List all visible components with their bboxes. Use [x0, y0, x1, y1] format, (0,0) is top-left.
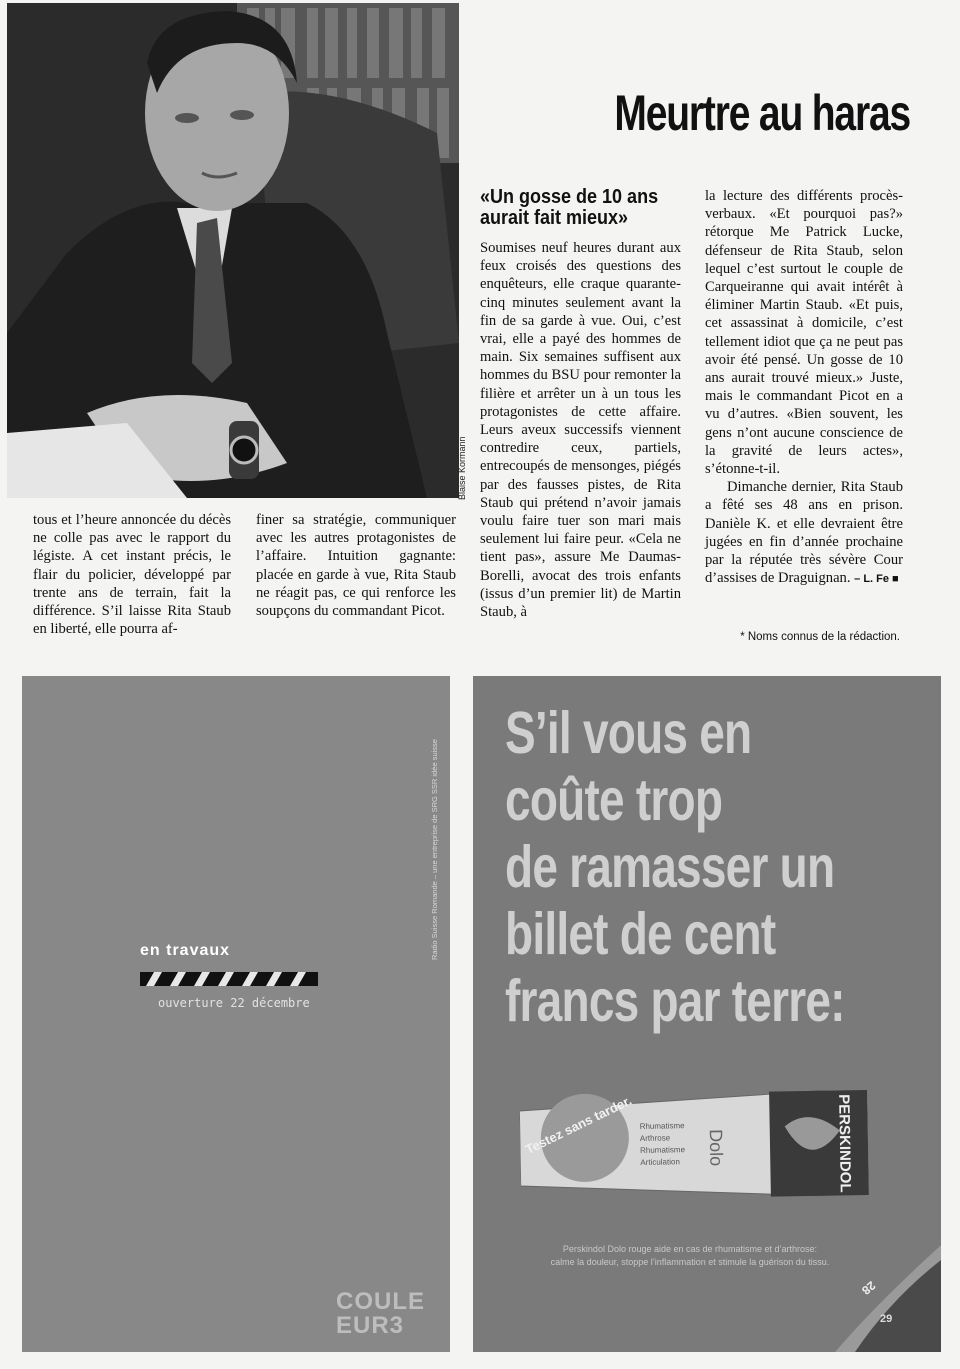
advert-footer — [490, 1243, 890, 1269]
product-tube — [519, 1085, 869, 1206]
tube-label: Arthrose — [639, 1133, 671, 1143]
advert-headline — [505, 700, 845, 1035]
photo-credit: Blaise Kormann — [457, 436, 467, 500]
logo-line: EUR3 — [336, 1312, 405, 1339]
tube-label: Articulation — [640, 1157, 680, 1167]
paragraph: Soumises neuf heures durant aux feux croisés des questions des enquêteurs, elle craque quarante-cinq minutes seulement avant la fin de sa garde à vue. Oui, c’est vrai, elle a payé des hommes de main. Six semaines suffisent aux hommes du BSU pour remonter la filière et arrêter un à un tous les protagonistes de cette affaire. Leurs aveux successifs viennent contredire ceux, partiels, entrecoupés de mensonges, piégés par des fausses pistes, de Rita Staub qui prétend n’avoir jamais voulu faire tuer son mari mais seulement lui faire peur. «Cela ne tient pas», assure Me Daumas-Borelli, avocat des trois enfants (issus d’un premier lit) de Martin Staub, à — [480, 240, 681, 621]
footer-line: Perskindol Dolo rouge aide en cas de rhumatisme et d’arthrose: — [562, 1244, 818, 1254]
advert-opening-date: ouverture 22 décembre — [158, 996, 310, 1010]
advert-side-text: Radio Suisse Romande – une entreprise de SRG SSR idée suisse — [430, 739, 439, 960]
product-name: Dolo — [705, 1128, 727, 1167]
article-column-bottom-left — [33, 511, 231, 638]
article-subhead: «Un gosse de 10 ans aurait fait mieux» — [480, 186, 659, 229]
tube-label: Rhumatisme — [639, 1145, 686, 1155]
paragraph: finer sa stratégie, communiquer avec les autres protagonistes de l’affaire. Intuition gagnante: placée en garde à vue, Rita Staub ne réagit pas, ce qui renforce les soupçons du commandant Picot. — [256, 512, 456, 620]
author-signature: – L. Fe ■ — [854, 573, 899, 586]
advert-tagline: en travaux — [140, 942, 231, 959]
article-column-bottom-middle — [256, 511, 456, 620]
headline-line: francs par terre: — [505, 968, 845, 1034]
headline-line: S’il vous en — [505, 700, 752, 766]
sticker-text: Testez sans tarder. — [523, 1092, 634, 1158]
paragraph-text: Dimanche dernier, Rita Staub a fêté ses 48 ans en prison. Danièle K. et elle devraient être jugées en fin d’année prochaine par la réputée très sévère Cour d’assises de Draguignan. — [705, 479, 903, 587]
paragraph: la lecture des différents procès-verbaux. «Et pourquoi pas?» rétorque Me Patrick Lucke, défenseur de Rita Staub, selon lequel c’est surtout le couple de Carqueiranne qui avait intérêt à éliminer Martin Staub. «Et puis, cet assassinat à domicile, c’est tellement idiot que ça ne peut pas avoir été pensé. Un gosse de 10 ans aurait trouvé mieux.» Juste, mais le commandant Picot en a vu d’autres. «Bien souvent, les gens n’ont aucune conscience de la gravité de leurs actes», s’étonne-t-il. — [705, 188, 903, 478]
headline-line: billet de cent — [505, 901, 776, 967]
paragraph — [705, 478, 903, 588]
page-curl-graphic — [835, 1245, 941, 1352]
tube-label: Rhumatisme — [639, 1121, 685, 1131]
page-number-left: 28 — [859, 1278, 879, 1298]
footer-line: calme la douleur, stoppe l’inflammation et stimule la guérison du tissu. — [550, 1257, 830, 1267]
article-column-middle — [480, 239, 681, 621]
article-column-right — [705, 187, 903, 588]
footnote: * Noms connus de la rédaction. — [740, 631, 900, 643]
brand-name: PERSKINDOL — [835, 1094, 854, 1193]
paragraph: tous et l’heure annoncée du décès ne colle pas avec le rapport du légiste. A cet instant précis, le flair du policier, développé par trente ans de terrain, fait la différence. S’il laisse Rita Staub en liberté, elle pourra af- — [33, 512, 231, 638]
logo-line: COULE — [336, 1288, 425, 1315]
man-at-desk-illustration — [7, 3, 459, 498]
headline-line: de ramasser un — [505, 834, 835, 900]
couleur3-logo — [336, 1290, 428, 1340]
couleur3-advert — [22, 676, 450, 1352]
construction-stripe-graphic — [140, 972, 318, 986]
article-headline: Meurtre au haras — [614, 85, 910, 141]
page-number-right: 29 — [880, 1313, 893, 1325]
headline-line: coûte trop — [505, 767, 723, 833]
article-photo — [7, 3, 459, 498]
